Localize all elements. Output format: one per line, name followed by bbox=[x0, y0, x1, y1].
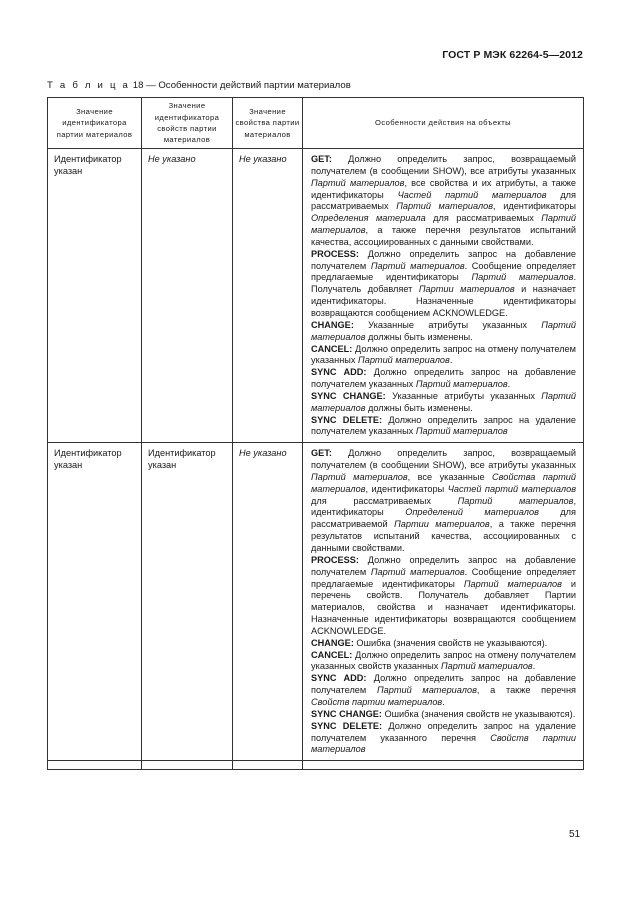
property-id-value: Не указано bbox=[148, 154, 196, 164]
action-keyword: PROCESS: bbox=[311, 554, 359, 565]
action-text: Должно определить запрос на добавление получателем указанных bbox=[311, 367, 576, 390]
entity-term: Партий материалов bbox=[440, 661, 533, 672]
action-text: Должно определить запрос на добавление получателем bbox=[311, 673, 576, 696]
action-text: , идентификаторы bbox=[493, 201, 576, 212]
caption-label: Т а б л и ц а bbox=[47, 80, 131, 91]
action-paragraph bbox=[311, 415, 576, 439]
entity-term: Определения материала bbox=[311, 213, 426, 224]
entity-term: Партий материалов bbox=[457, 495, 574, 506]
table-row bbox=[48, 149, 584, 443]
table-row bbox=[48, 443, 584, 761]
action-text: . bbox=[449, 355, 453, 366]
action-description-cell bbox=[303, 149, 584, 443]
property-id-cell: Идентификатор указан bbox=[142, 443, 233, 761]
entity-term: Партий материалов bbox=[376, 685, 477, 696]
action-text: Должно определить запрос, возвращаемый получателем (в сообщении SHOW), все атрибуты указанных bbox=[311, 448, 576, 471]
action-text: Должно определить запрос на удаление получателем указанных bbox=[311, 414, 576, 437]
entity-term: Партий материалов bbox=[311, 390, 577, 413]
entity-term: Партий материалов bbox=[370, 260, 465, 271]
entity-term: Партий материалов bbox=[358, 355, 450, 366]
property-value-text: Не указано bbox=[239, 448, 287, 459]
action-text: Ошибка (значения свойств не указываются). bbox=[381, 708, 576, 719]
action-keyword: CANCEL: bbox=[311, 649, 353, 660]
continuation-cell bbox=[303, 761, 584, 770]
action-paragraph bbox=[311, 344, 576, 368]
action-text: для рассматриваемых bbox=[311, 189, 577, 212]
continuation-cell bbox=[142, 761, 233, 770]
lot-id-cell: Идентификатор указан bbox=[48, 149, 142, 443]
action-paragraph bbox=[311, 638, 576, 650]
action-paragraph bbox=[311, 249, 576, 320]
action-keyword: SYNC CHANGE: bbox=[311, 390, 386, 401]
action-paragraph bbox=[311, 367, 576, 391]
action-text: Должно определить запрос, возвращаемый получателем (в сообщении SHOW), все атрибуты указанных bbox=[311, 154, 576, 176]
action-text: Должно определить запрос на отмену получателем указанных свойств указанных bbox=[311, 649, 576, 672]
entity-term: Партий материалов bbox=[311, 177, 405, 188]
entity-term: Определений материалов bbox=[405, 507, 539, 518]
action-keyword: GET: bbox=[311, 154, 332, 164]
action-text: для рассматриваемой bbox=[311, 507, 576, 530]
action-description-cell bbox=[303, 443, 584, 761]
caption-text: 18 — Особенности действий партии материалов bbox=[130, 80, 351, 91]
entity-term: Партий материалов bbox=[311, 319, 576, 342]
action-text: Должно определить запрос на добавление получателем bbox=[311, 248, 576, 271]
action-text: для рассматриваемых bbox=[311, 495, 458, 506]
table-caption bbox=[47, 80, 351, 91]
action-text: , все свойства и их атрибуты, а также идентификаторы bbox=[311, 177, 576, 200]
action-text: для рассматриваемых bbox=[425, 213, 542, 224]
action-paragraph bbox=[311, 555, 576, 638]
entity-term: Партий материалов bbox=[396, 201, 494, 212]
entity-term: Частей партий материалов bbox=[447, 483, 576, 494]
column-header-lot-id: Значение идентификатора партии материалов bbox=[48, 98, 142, 149]
action-text: Должно определить запрос на отмену получателем указанных bbox=[311, 343, 576, 366]
column-header-property-id: Значение идентификатора свойств партии материалов bbox=[142, 98, 233, 149]
action-keyword: SYNC ADD: bbox=[311, 367, 367, 378]
action-text: Указанные атрибуты указанных bbox=[353, 319, 542, 330]
action-keyword: CHANGE: bbox=[311, 319, 354, 330]
action-text: Указанные атрибуты указанных bbox=[385, 390, 542, 401]
action-text: , а также перечня результатов испытаний качества, ассоциированных с данными свойствами. bbox=[311, 519, 576, 553]
continuation-cell bbox=[48, 761, 142, 770]
action-text: . Получатель добавляет bbox=[311, 272, 576, 295]
action-text: должны быть изменены. bbox=[365, 331, 473, 342]
action-text: Ошибка (значения свойств не указываются). bbox=[353, 637, 548, 648]
property-value-cell bbox=[233, 443, 303, 761]
action-keyword: SYNC DELETE: bbox=[311, 720, 383, 731]
action-text: , а также перечня bbox=[476, 685, 576, 696]
action-keyword: CHANGE: bbox=[311, 637, 354, 648]
action-text: . Сообщение определяет предлагаемые идентификаторы bbox=[311, 566, 576, 589]
entity-term: Партий материалов bbox=[370, 566, 465, 577]
entity-term: Частей партий материалов bbox=[397, 189, 547, 200]
action-keyword: SYNC CHANGE: bbox=[311, 708, 382, 719]
action-keyword: SYNC ADD: bbox=[311, 673, 367, 684]
action-text: . bbox=[507, 379, 511, 390]
action-text: , а также перечня результатов испытаний качества, ассоциированных с данными свойствами. bbox=[311, 225, 576, 247]
entity-term: Партий материалов bbox=[463, 578, 562, 589]
action-paragraph bbox=[311, 448, 576, 555]
actions-table bbox=[47, 97, 584, 770]
entity-term: Партии материалов bbox=[418, 284, 515, 295]
action-keyword: GET: bbox=[311, 448, 332, 459]
lot-id-cell: Идентификатор указан bbox=[48, 443, 142, 761]
entity-term: Партий материалов bbox=[471, 272, 574, 283]
action-paragraph bbox=[311, 154, 576, 249]
standard-code: ГОСТ Р МЭК 62264-5—2012 bbox=[442, 49, 583, 61]
column-header-action-features: Особенности действия на объекты bbox=[303, 98, 584, 149]
entity-term: Партий материалов bbox=[311, 471, 408, 482]
action-text: и перечень свойств. Получатель добавляет Партии материалов, свойства и назначает идентификаторы. Назначенные идентификаторы возвращаются сообщением ACKNOWLEDGE. bbox=[311, 578, 576, 636]
action-text: . bbox=[442, 696, 445, 707]
action-text: Должно определить запрос на удаление получателем указанного перечня bbox=[311, 720, 576, 743]
action-keyword: PROCESS: bbox=[311, 248, 359, 259]
entity-term: Партий материалов bbox=[415, 379, 508, 390]
property-value-text: Не указано bbox=[239, 154, 287, 164]
table-header-row bbox=[48, 98, 584, 149]
action-text: , идентификаторы bbox=[365, 483, 448, 494]
action-keyword: SYNC DELETE: bbox=[311, 414, 383, 425]
entity-term: Свойства партий материалов bbox=[311, 471, 576, 494]
action-text: должны быть изменены. bbox=[365, 402, 473, 413]
action-text: Должно определить запрос на добавление получателем bbox=[311, 554, 576, 577]
action-paragraph bbox=[311, 721, 576, 757]
action-paragraph bbox=[311, 650, 576, 674]
entity-term: Партии материалов bbox=[394, 519, 490, 530]
action-paragraph bbox=[311, 709, 576, 721]
column-header-property-value: Значение свойства партии материалов bbox=[233, 98, 303, 149]
action-paragraph bbox=[311, 320, 576, 344]
action-paragraph bbox=[311, 673, 576, 709]
entity-term: Свойств партии материалов bbox=[311, 696, 443, 707]
action-text: . bbox=[532, 661, 536, 672]
entity-term: Партий материалов bbox=[311, 213, 576, 236]
entity-term: Свойств партии материалов bbox=[311, 732, 576, 755]
action-text: , все указанные bbox=[407, 471, 493, 482]
property-id-cell bbox=[142, 149, 233, 443]
action-text: . Сообщение определяет предлагаемые идентификаторы bbox=[311, 260, 576, 283]
continuation-cell bbox=[233, 761, 303, 770]
property-value-cell bbox=[233, 149, 303, 443]
action-text: , идентификаторы bbox=[311, 495, 576, 518]
entity-term: Партий материалов bbox=[415, 426, 508, 437]
action-paragraph bbox=[311, 391, 576, 415]
page-number: 51 bbox=[569, 829, 581, 840]
action-keyword: CANCEL: bbox=[311, 343, 353, 354]
action-text: и назначает идентификаторы. Назначенные идентификаторы возвращаются сообщением ACKNOWLEDGE. bbox=[311, 284, 576, 318]
table-continuation-row bbox=[48, 761, 584, 770]
